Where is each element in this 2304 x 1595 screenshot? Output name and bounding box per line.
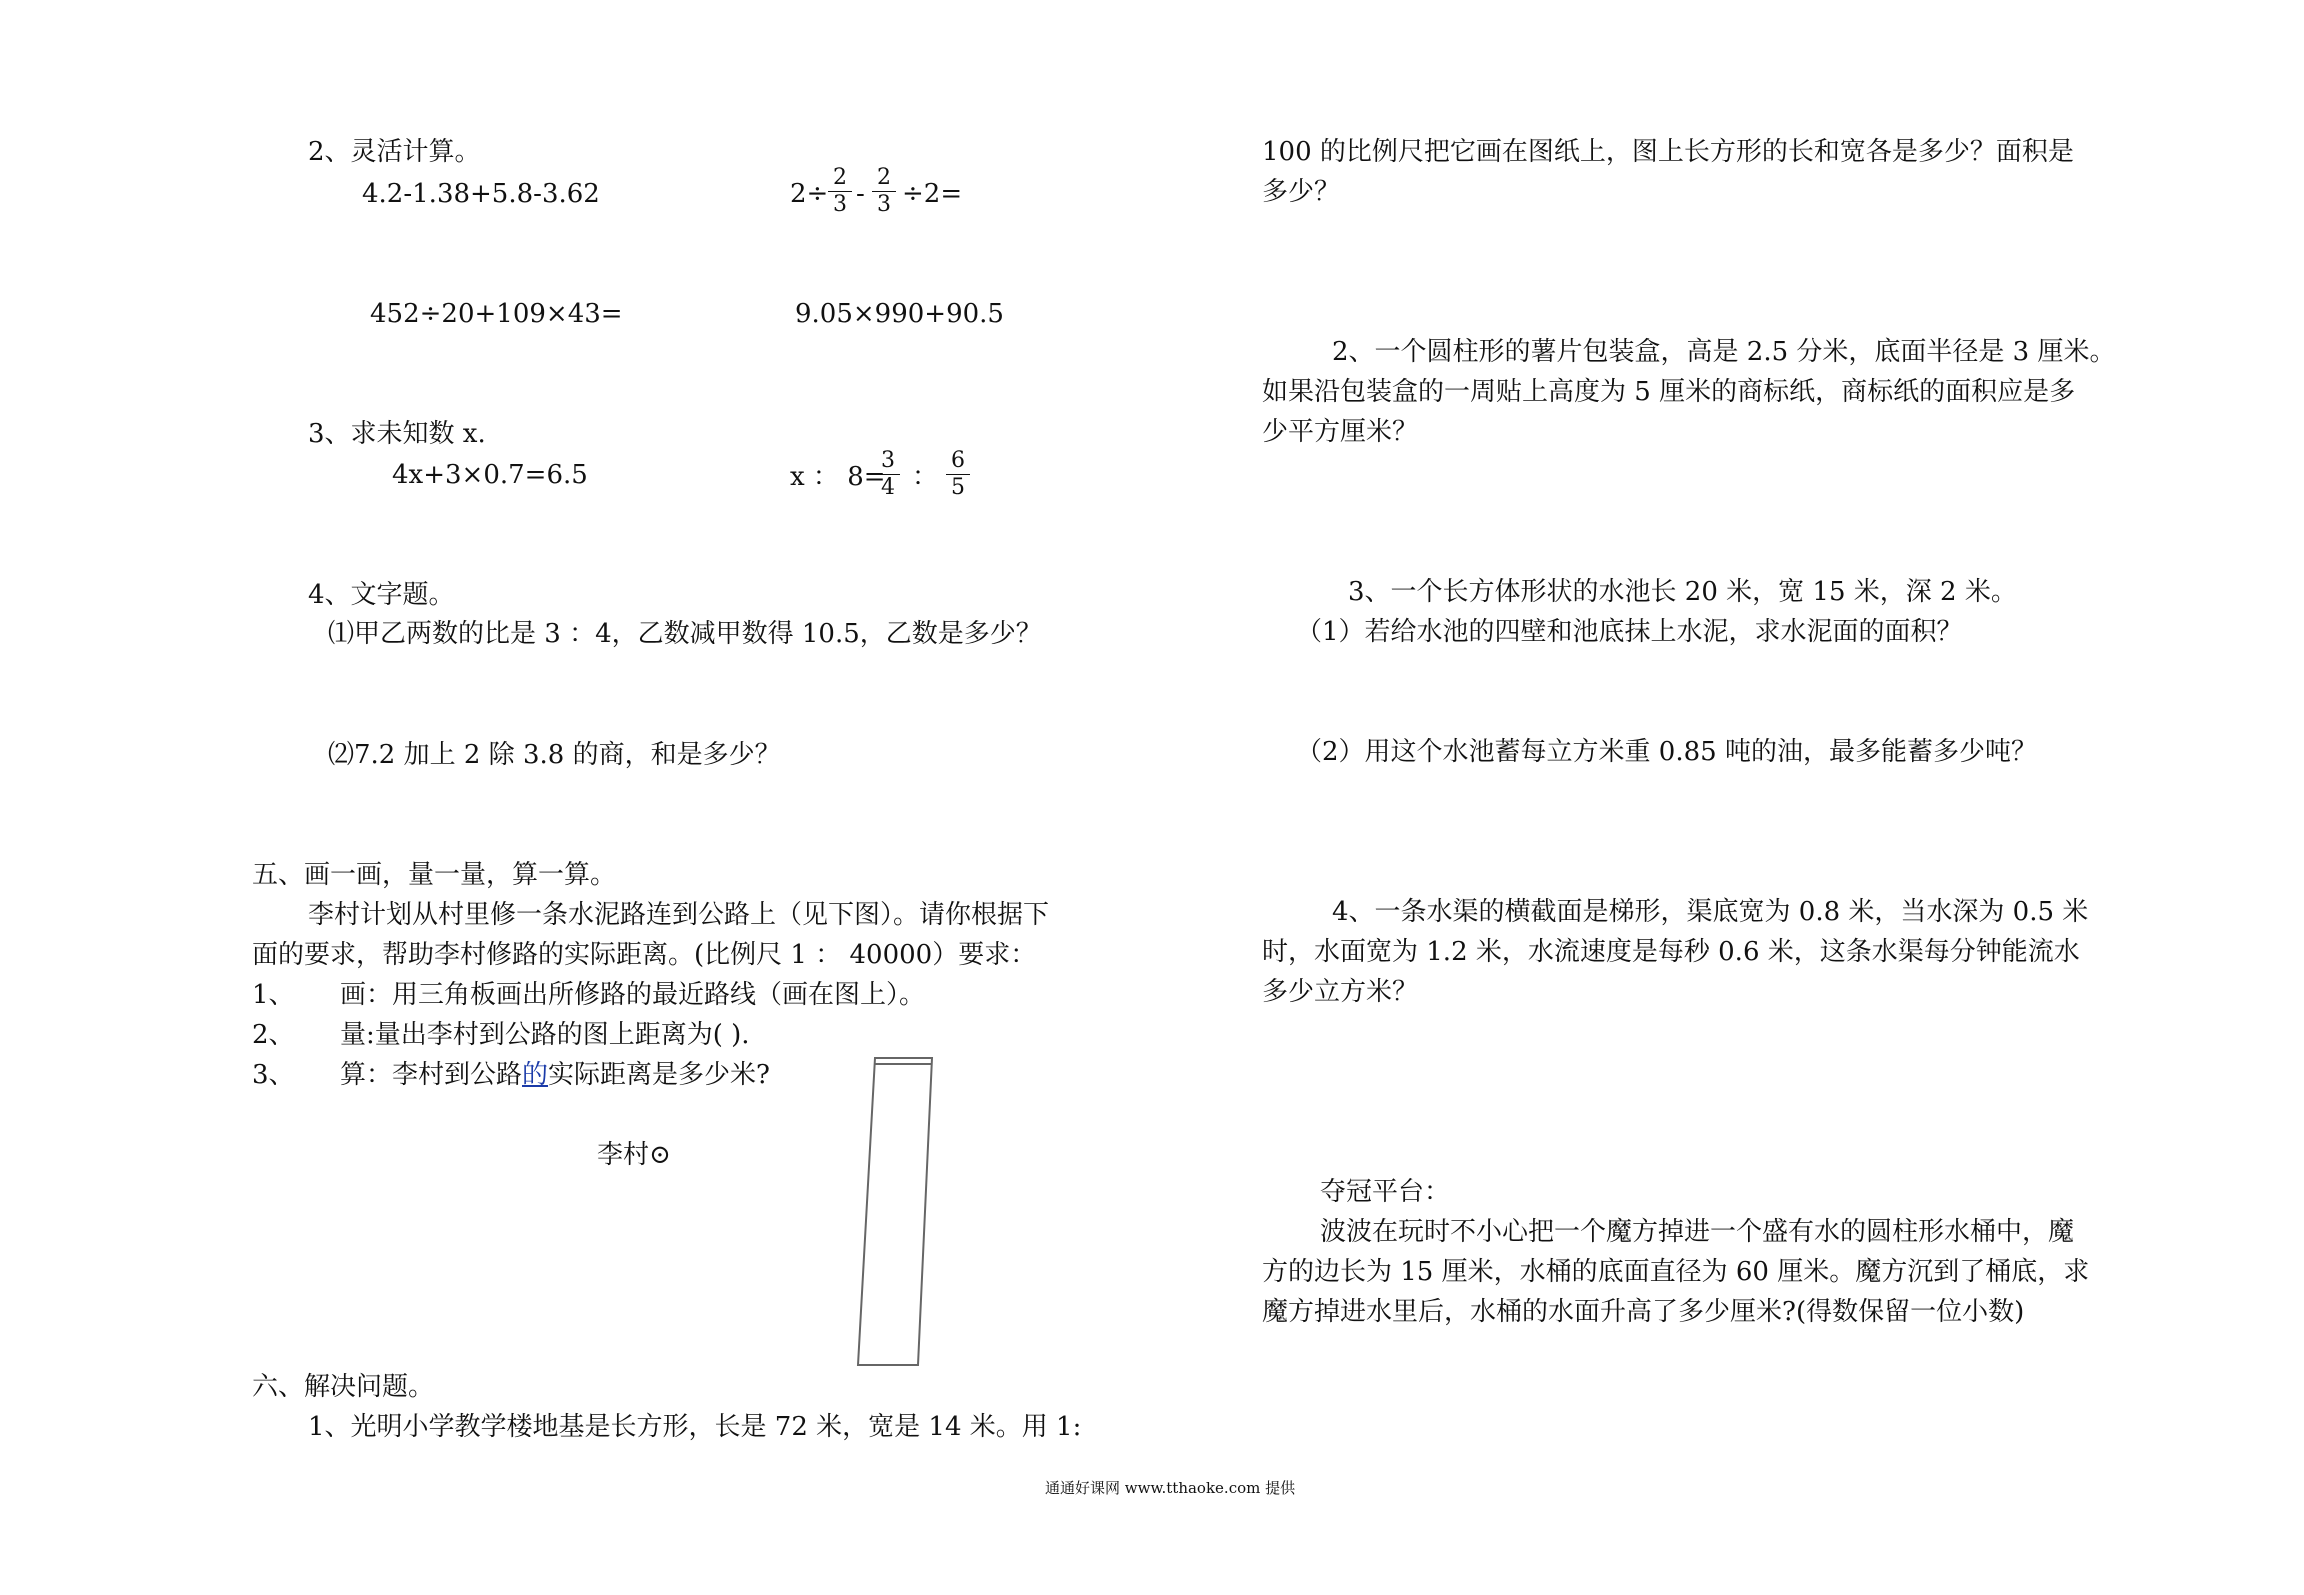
numerator: 3 <box>881 448 895 473</box>
right-challenge-title: 夺冠平台： <box>1320 1177 1451 1207</box>
numerator: 2 <box>833 165 847 190</box>
q2-expr-c: 452÷20+109×43= <box>370 299 623 329</box>
section-5-item-1: 画：用三角板画出所修路的最近路线（画在图上）。 <box>340 980 926 1010</box>
right-challenge-line-1: 波波在玩时不小心把一个魔方掉进一个盛有水的圆柱形水桶中，魔 <box>1320 1217 2075 1247</box>
section-5-item-2-number: 2、 <box>252 1020 295 1050</box>
right-problem-2-line-1: 2、一个圆柱形的薯片包装盒，高是 2.5 分米，底面半径是 3 厘米。 <box>1332 337 2116 367</box>
right-problem-2-line-2: 如果沿包装盒的一周贴上高度为 5 厘米的商标纸，商标纸的面积应是多 <box>1262 377 2076 407</box>
item-3-text-b: 实际距离是多少米? <box>548 1060 770 1090</box>
denominator: 4 <box>881 475 895 500</box>
q2-expr-d: 9.05×990+90.5 <box>795 299 1004 329</box>
section-5-para-line-1: 李村计划从村里修一条水泥路连到公路上（见下图）。请你根据下 <box>308 900 1050 930</box>
q2-expr-b-post: ÷2= <box>902 179 963 209</box>
right-problem-4-line-3: 多少立方米？ <box>1262 977 1419 1007</box>
right-problem-1-line-1: 100 的比例尺把它画在图纸上，图上长方形的长和宽各是多少？面积是 <box>1262 137 2074 167</box>
section-5-item-3-number: 3、 <box>252 1060 295 1090</box>
q2-expr-b-fraction-1 <box>828 166 852 217</box>
highway-road-drawing <box>850 1050 940 1370</box>
section-6-problem-1: 1、光明小学教学楼地基是长方形，长是 72 米，宽是 14 米。用 1: <box>308 1412 1082 1442</box>
section-6-title: 六、解决问题。 <box>252 1372 435 1402</box>
section-5-item-1-number: 1、 <box>252 980 295 1010</box>
section-5-title: 五、画一画，量一量，算一算。 <box>252 860 617 890</box>
right-problem-3-line-2: （1）若给水池的四壁和池底抹上水泥，求水泥面的面积？ <box>1296 617 1963 647</box>
right-problem-3-line-3: （2）用这个水池蓄每立方米重 0.85 吨的油，最多能蓄多少吨？ <box>1296 737 2037 767</box>
q2-expr-a: 4.2-1.38+5.8-3.62 <box>362 179 600 209</box>
right-problem-4-line-2: 时，水面宽为 1.2 米，水流速度是每秒 0.6 米，这条水渠每分钟能流水 <box>1262 937 2080 967</box>
q4-item-1: ⑴甲乙两数的比是 3 ：4，乙数减甲数得 10.5，乙数是多少？ <box>328 619 1042 649</box>
section-5-item-3 <box>340 1058 770 1092</box>
item-3-link[interactable]: 的 <box>522 1060 549 1090</box>
right-problem-4-line-1: 4、一条水渠的横截面是梯形，渠底宽为 0.8 米，当水深为 0.5 米 <box>1332 897 2089 927</box>
q3-expr-b-colon: ： <box>912 462 939 492</box>
q2-expr-b-minus: - <box>856 179 865 209</box>
numerator: 2 <box>877 165 891 190</box>
right-challenge-line-2: 方的边长为 15 厘米，水桶的底面直径为 60 厘米。魔方沉到了桶底，求 <box>1262 1257 2090 1287</box>
right-problem-2-line-3: 少平方厘米？ <box>1262 417 1419 447</box>
denominator: 3 <box>877 192 891 217</box>
q3-title: 3、求未知数 x. <box>308 419 486 449</box>
item-3-text-a: 算：李村到公路 <box>340 1060 523 1090</box>
section-5-para-line-2: 面的要求，帮助李村修路的实际距离。(比例尺 1 ： 40000）要求： <box>252 940 1037 970</box>
right-problem-1-line-2: 多少？ <box>1262 177 1341 207</box>
q2-expr-b-fraction-2 <box>872 166 896 217</box>
q4-item-2: ⑵7.2 加上 2 除 3.8 的商，和是多少？ <box>328 740 781 770</box>
q2-title: 2、灵活计算。 <box>308 137 481 167</box>
q4-title: 4、文字题。 <box>308 580 455 610</box>
q3-expr-b-fraction-2 <box>946 449 970 500</box>
q3-expr-b-fraction-1 <box>876 449 900 500</box>
q3-expr-a: 4x+3×0.7=6.5 <box>392 460 588 490</box>
section-5-item-2: 量:量出李村到公路的图上距离为( ). <box>340 1020 750 1050</box>
village-label: 李村⊙ <box>597 1140 671 1170</box>
footer-credit: 通通好课网 www.tthaoke.com 提供 <box>1045 1479 1296 1497</box>
right-problem-3-line-1: 3、一个长方体形状的水池长 20 米，宽 15 米，深 2 米。 <box>1348 577 2017 607</box>
numerator: 6 <box>951 448 965 473</box>
q3-expr-b-pre: x ： 8= <box>790 462 886 492</box>
q2-expr-b-pre: 2÷ <box>790 179 829 209</box>
denominator: 3 <box>833 192 847 217</box>
denominator: 5 <box>951 475 965 500</box>
right-challenge-line-3: 魔方掉进水里后，水桶的水面升高了多少厘米?(得数保留一位小数) <box>1262 1297 2025 1327</box>
